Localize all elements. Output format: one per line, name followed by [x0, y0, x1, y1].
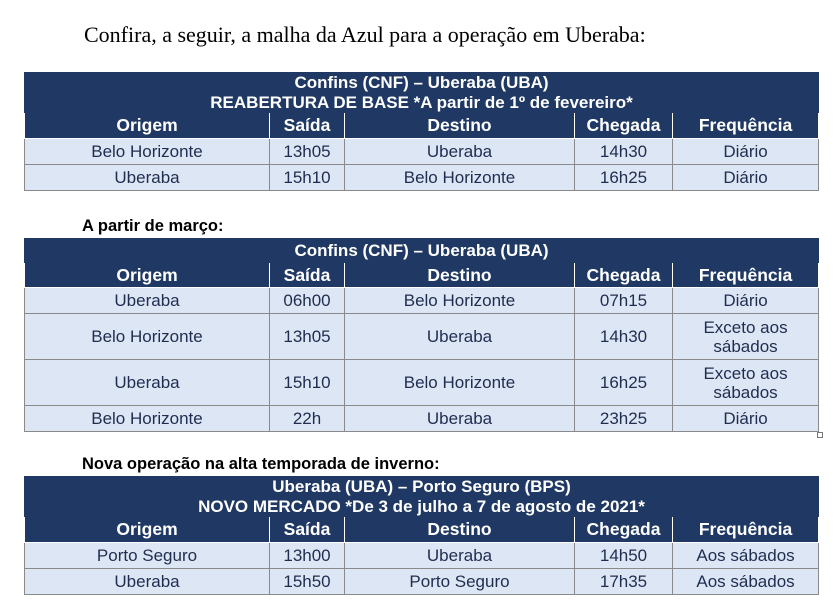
col-header-destino: Destino	[345, 113, 575, 139]
table-row	[25, 360, 819, 406]
cell-origem: Uberaba	[25, 569, 270, 595]
cell-origem: Uberaba	[25, 288, 270, 314]
table-subtitle: REABERTURA DE BASE *A partir de 1º de fevereiro*	[25, 93, 819, 113]
cell-chegada: 16h25	[575, 360, 673, 406]
cell-frequencia: Aos sábados	[673, 543, 819, 569]
schedule-table-3	[24, 476, 819, 595]
cell-frequencia: Exceto aos sábados	[673, 314, 819, 360]
cell-destino: Uberaba	[345, 314, 575, 360]
table-row	[25, 406, 819, 432]
cell-frequencia: Exceto aos sábados	[673, 360, 819, 406]
cell-chegada: 14h50	[575, 543, 673, 569]
col-header-chegada: Chegada	[575, 113, 673, 139]
schedule-table-2	[24, 238, 819, 432]
cell-origem: Belo Horizonte	[25, 139, 270, 165]
col-header-frequencia: Frequência	[673, 113, 819, 139]
table-title: Confins (CNF) – Uberaba (UBA)	[25, 239, 819, 263]
cell-destino: Belo Horizonte	[345, 360, 575, 406]
cell-saida: 13h05	[270, 314, 345, 360]
col-header-saida: Saída	[270, 113, 345, 139]
col-header-destino: Destino	[345, 263, 575, 288]
table-row	[25, 569, 819, 595]
cell-frequencia: Aos sábados	[673, 569, 819, 595]
cell-origem: Belo Horizonte	[25, 314, 270, 360]
cell-destino: Uberaba	[345, 406, 575, 432]
col-header-chegada: Chegada	[575, 517, 673, 543]
cell-chegada: 14h30	[575, 139, 673, 165]
cell-chegada: 17h35	[575, 569, 673, 595]
cell-chegada: 16h25	[575, 165, 673, 191]
col-header-frequencia: Frequência	[673, 517, 819, 543]
table-resize-handle[interactable]	[817, 432, 823, 438]
cell-chegada: 14h30	[575, 314, 673, 360]
col-header-saida: Saída	[270, 517, 345, 543]
col-header-origem: Origem	[25, 113, 270, 139]
cell-frequencia: Diário	[673, 165, 819, 191]
cell-origem: Porto Seguro	[25, 543, 270, 569]
col-header-destino: Destino	[345, 517, 575, 543]
col-header-saida: Saída	[270, 263, 345, 288]
table-subtitle: NOVO MERCADO *De 3 de julho a 7 de agosto de 2021*	[25, 497, 819, 517]
col-header-origem: Origem	[25, 263, 270, 288]
table-row	[25, 165, 819, 191]
cell-saida: 13h05	[270, 139, 345, 165]
cell-destino: Uberaba	[345, 139, 575, 165]
table-title: Uberaba (UBA) – Porto Seguro (BPS)	[25, 477, 819, 497]
cell-saida: 15h50	[270, 569, 345, 595]
cell-destino: Belo Horizonte	[345, 288, 575, 314]
section-label-winter: Nova operação na alta temporada de inverno:	[82, 455, 440, 473]
cell-destino: Uberaba	[345, 543, 575, 569]
col-header-chegada: Chegada	[575, 263, 673, 288]
table-title: Confins (CNF) – Uberaba (UBA)	[25, 73, 819, 93]
cell-destino: Belo Horizonte	[345, 165, 575, 191]
col-header-frequencia: Frequência	[673, 263, 819, 288]
cell-frequencia: Diário	[673, 139, 819, 165]
cell-origem: Belo Horizonte	[25, 406, 270, 432]
table-row	[25, 288, 819, 314]
schedule-table-1	[24, 72, 819, 191]
table-row	[25, 139, 819, 165]
cell-saida: 22h	[270, 406, 345, 432]
cell-saida: 15h10	[270, 360, 345, 406]
cell-origem: Uberaba	[25, 165, 270, 191]
table-row	[25, 543, 819, 569]
section-label-march: A partir de março:	[82, 217, 224, 235]
cell-origem: Uberaba	[25, 360, 270, 406]
cell-chegada: 23h25	[575, 406, 673, 432]
cell-saida: 06h00	[270, 288, 345, 314]
cell-saida: 15h10	[270, 165, 345, 191]
cell-saida: 13h00	[270, 543, 345, 569]
col-header-origem: Origem	[25, 517, 270, 543]
cell-chegada: 07h15	[575, 288, 673, 314]
table-row	[25, 314, 819, 360]
cell-frequencia: Diário	[673, 406, 819, 432]
cell-frequencia: Diário	[673, 288, 819, 314]
intro-text: Confira, a seguir, a malha da Azul para a operação em Uberaba:	[84, 22, 646, 47]
cell-destino: Porto Seguro	[345, 569, 575, 595]
